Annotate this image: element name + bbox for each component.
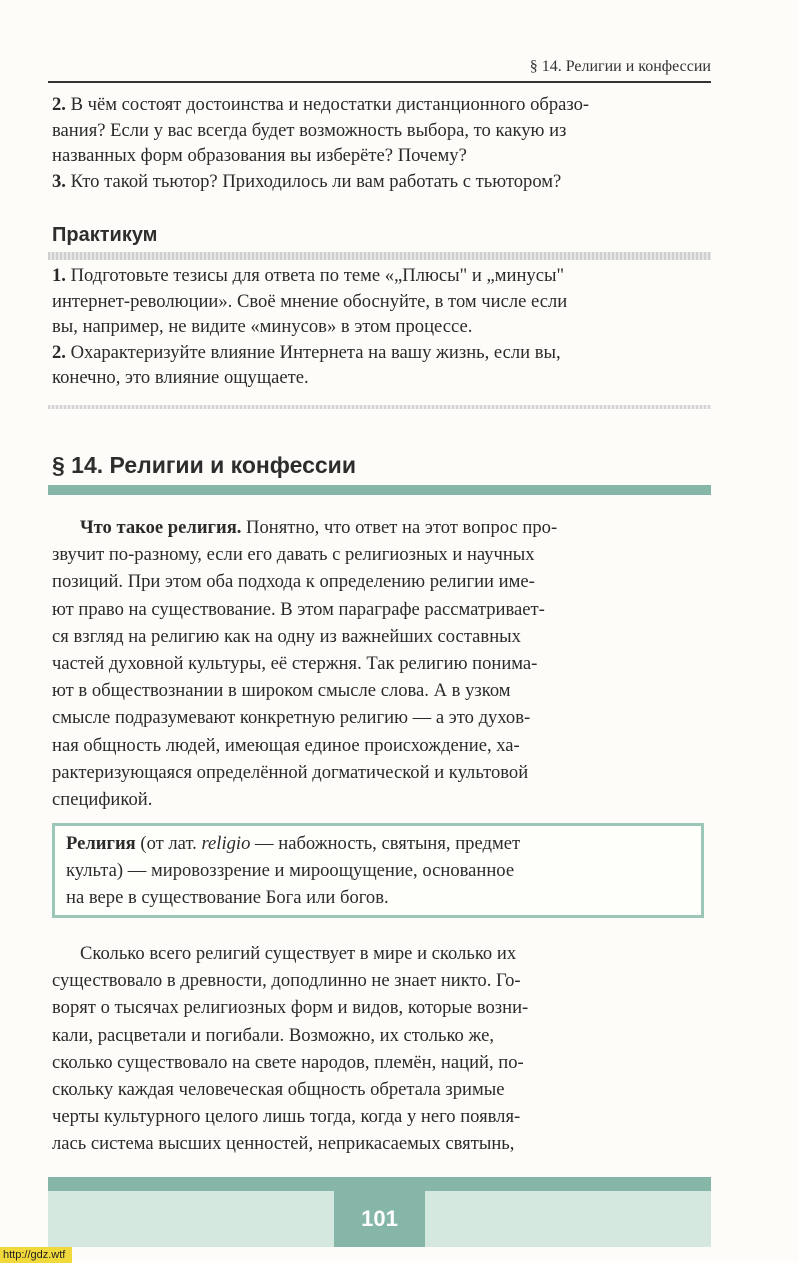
paragraph-1-line: ная общность людей, имеющая единое происхождение, ха-: [52, 734, 520, 756]
definition-line-3: на вере в существование Бога или богов.: [66, 887, 389, 908]
paragraph-1-line: рактеризующаяся определённой догматической и культовой: [52, 761, 529, 783]
practicum-line-5: конечно, это влияние ощущаете.: [52, 367, 309, 388]
practicum-line-2: интернет-революции». Своё мнение обоснуйте, в том числе если: [52, 290, 568, 312]
paragraph-2-line: ворят о тысячах религиозных форм и видов, которые возни-: [52, 997, 529, 1019]
paragraph-2-line: кали, расцветали и погибали. Возможно, их столько же,: [52, 1024, 494, 1046]
paragraph-1-line: Что такое религия. Понятно, что ответ на этот вопрос про-: [80, 517, 558, 538]
questions-block: [52, 92, 712, 194]
practicum-line-1: 1. Подготовьте тезисы для ответа по теме «„Плюсы" и „минусы": [52, 265, 565, 286]
running-head: § 14. Религии и конфессии: [529, 58, 711, 75]
footer-band: [48, 1177, 711, 1191]
practicum-block: [52, 263, 712, 391]
definition-latin: religio: [201, 833, 251, 854]
paragraph-2-line: черты культурного целого лишь тогда, когда у него появля-: [52, 1106, 521, 1128]
footer-panel-left: [48, 1191, 334, 1247]
definition-term: Религия: [66, 833, 136, 854]
paragraph-2-line: Сколько всего религий существует в мире и сколько их: [80, 943, 517, 964]
practicum-bottom-divider: [48, 405, 711, 409]
practicum-line-4: 2. Охарактеризуйте влияние Интернета на вашу жизнь, если вы,: [52, 341, 561, 363]
section-title-bar: [48, 485, 711, 495]
paragraph-2-line: сколько существовало на свете народов, племён, наций, по-: [52, 1051, 524, 1073]
paragraph-1-line: ют в обществознании в широком смысле слова. А в узком: [52, 680, 511, 702]
definition-text: [66, 830, 694, 911]
header-rule: [48, 81, 711, 83]
paragraph-1-line: смысле подразумевают конкретную религию — а это духов-: [52, 707, 531, 729]
paragraph-lead: Что такое религия.: [80, 517, 242, 538]
paragraph-1-line: ют право на существование. В этом параграфе рассматривает-: [52, 598, 545, 620]
question-line-1: 2. В чём состоят достоинства и недостатки дистанционного образо-: [52, 94, 590, 115]
question-line-2: вания? Если у вас всегда будет возможность выбора, то какую из: [52, 119, 567, 141]
question-line-3: названных форм образования вы изберёте? Почему?: [52, 145, 467, 166]
paragraph-2-line: лась система высших ценностей, неприкасаемых святынь,: [52, 1133, 515, 1155]
definition-line-1: Религия (от лат. religio — набожность, святыня, предмет: [66, 833, 521, 854]
paragraph-1-line: спецификой.: [52, 789, 153, 811]
paragraph-2-line: скольку каждая человеческая общность обретала зримые: [52, 1079, 505, 1101]
paragraph-2: [52, 940, 712, 1158]
section-title: § 14. Религии и конфессии: [52, 452, 356, 478]
footer-panel-right: [425, 1191, 711, 1247]
paragraph-1: [52, 514, 712, 813]
practicum-line-3: вы, например, не видите «минусов» в этом процессе.: [52, 316, 473, 337]
page-number: 101: [334, 1191, 425, 1247]
practicum-divider: [48, 252, 711, 260]
watermark-link[interactable]: http://gdz.wtf: [0, 1247, 72, 1263]
practicum-title: Практикум: [52, 224, 158, 246]
paragraph-2-line: существовало в древности, доподлинно не знает никто. Го-: [52, 970, 521, 992]
paragraph-1-line: звучит по-разному, если его давать с религиозных и научных: [52, 544, 535, 566]
definition-line-2: культа) — мировоззрение и мироощущение, основанное: [66, 860, 515, 881]
paragraph-1-line: ся взгляд на религию как на одну из важнейших составных: [52, 625, 521, 647]
question-line-4: 3. Кто такой тьютор? Приходилось ли вам работать с тьютором?: [52, 170, 562, 192]
paragraph-1-line: частей духовной культуры, её стержня. Так религию понима-: [52, 653, 538, 675]
paragraph-1-line: позиций. При этом оба подхода к определению религии име-: [52, 571, 535, 593]
